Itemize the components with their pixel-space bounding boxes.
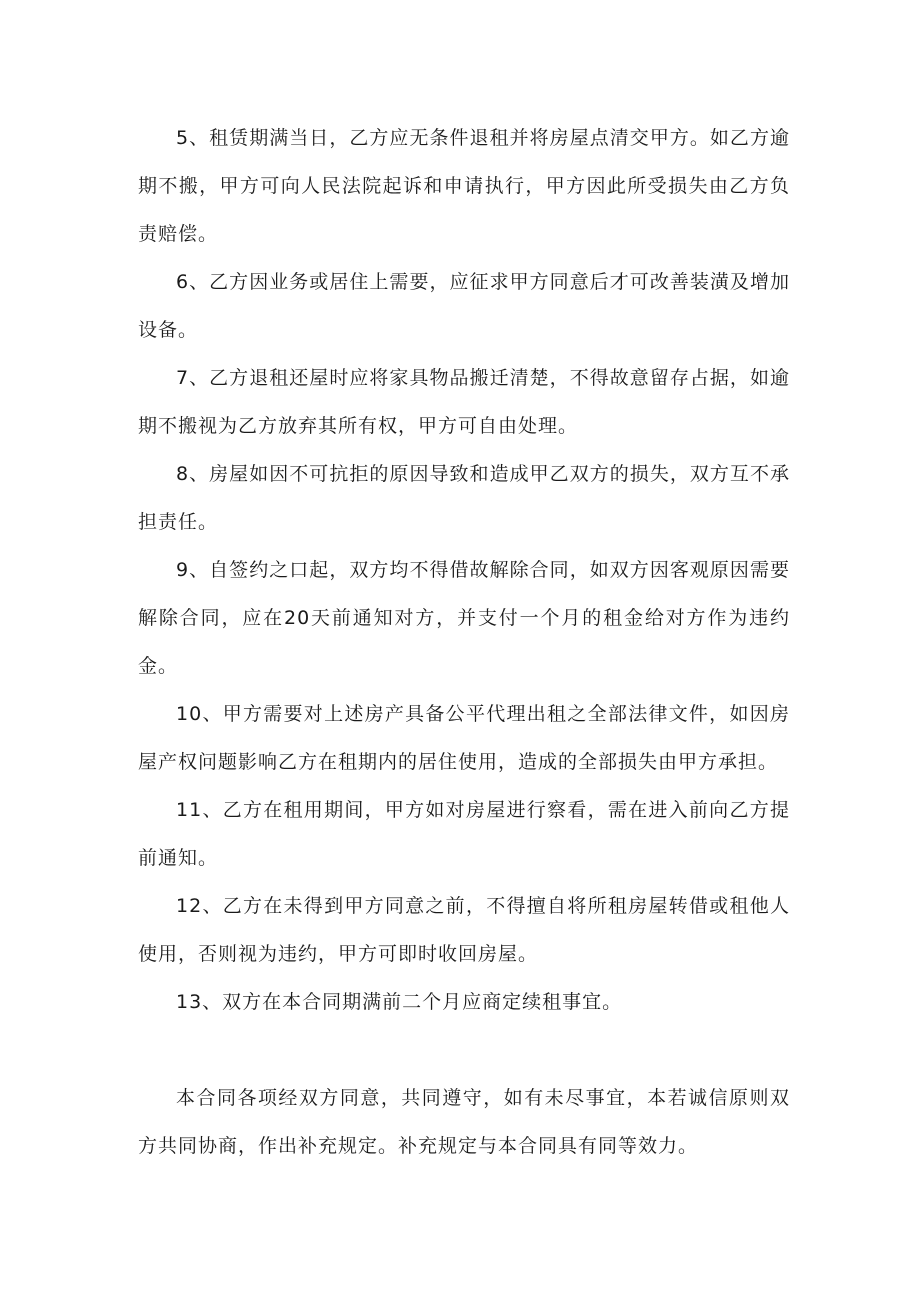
clause-7: 7、乙方退租还屋时应将家具物品搬迁清楚，不得故意留存占据，如逾期不搬视为乙方放弃其所有权，甲方可自由处理。 — [138, 367, 790, 437]
document-body — [138, 114, 790, 1170]
clause-13: 13、双方在本合同期满前二个月应商定续租事宜。 — [176, 991, 623, 1013]
clause-10: 10、甲方需要对上述房产具备公平代理出租之全部法律文件，如因房屋产权问题影响乙方在租期内的居住使用，造成的全部损失由甲方承担。 — [138, 703, 790, 773]
closing-paragraph: 本合同各项经双方同意，共同遵守，如有未尽事宜，本若诚信原则双方共同协商，作出补充规定。补充规定与本合同具有同等效力。 — [138, 1087, 790, 1157]
clause-9: 9、自签约之口起，双方均不得借故解除合同，如双方因客观原因需要解除合同，应在20天前通知对方，并支付一个月的租金给对方作为违约金。 — [138, 559, 790, 677]
clause-11: 11、乙方在租用期间，甲方如对房屋进行察看，需在进入前向乙方提前通知。 — [138, 799, 790, 869]
clause-12: 12、乙方在未得到甲方同意之前，不得擅自将所租房屋转借或租他人使用，否则视为违约，甲方可即时收回房屋。 — [138, 895, 790, 965]
clause-5: 5、租赁期满当日，乙方应无条件退租并将房屋点清交甲方。如乙方逾期不搬，甲方可向人民法院起诉和申请执行，甲方因此所受损失由乙方负责赔偿。 — [138, 127, 790, 245]
clause-6: 6、乙方因业务或居住上需要，应征求甲方同意后才可改善装潢及增加设备。 — [138, 271, 790, 341]
clause-8: 8、房屋如因不可抗拒的原因导致和造成甲乙双方的损失，双方互不承担责任。 — [138, 463, 790, 533]
